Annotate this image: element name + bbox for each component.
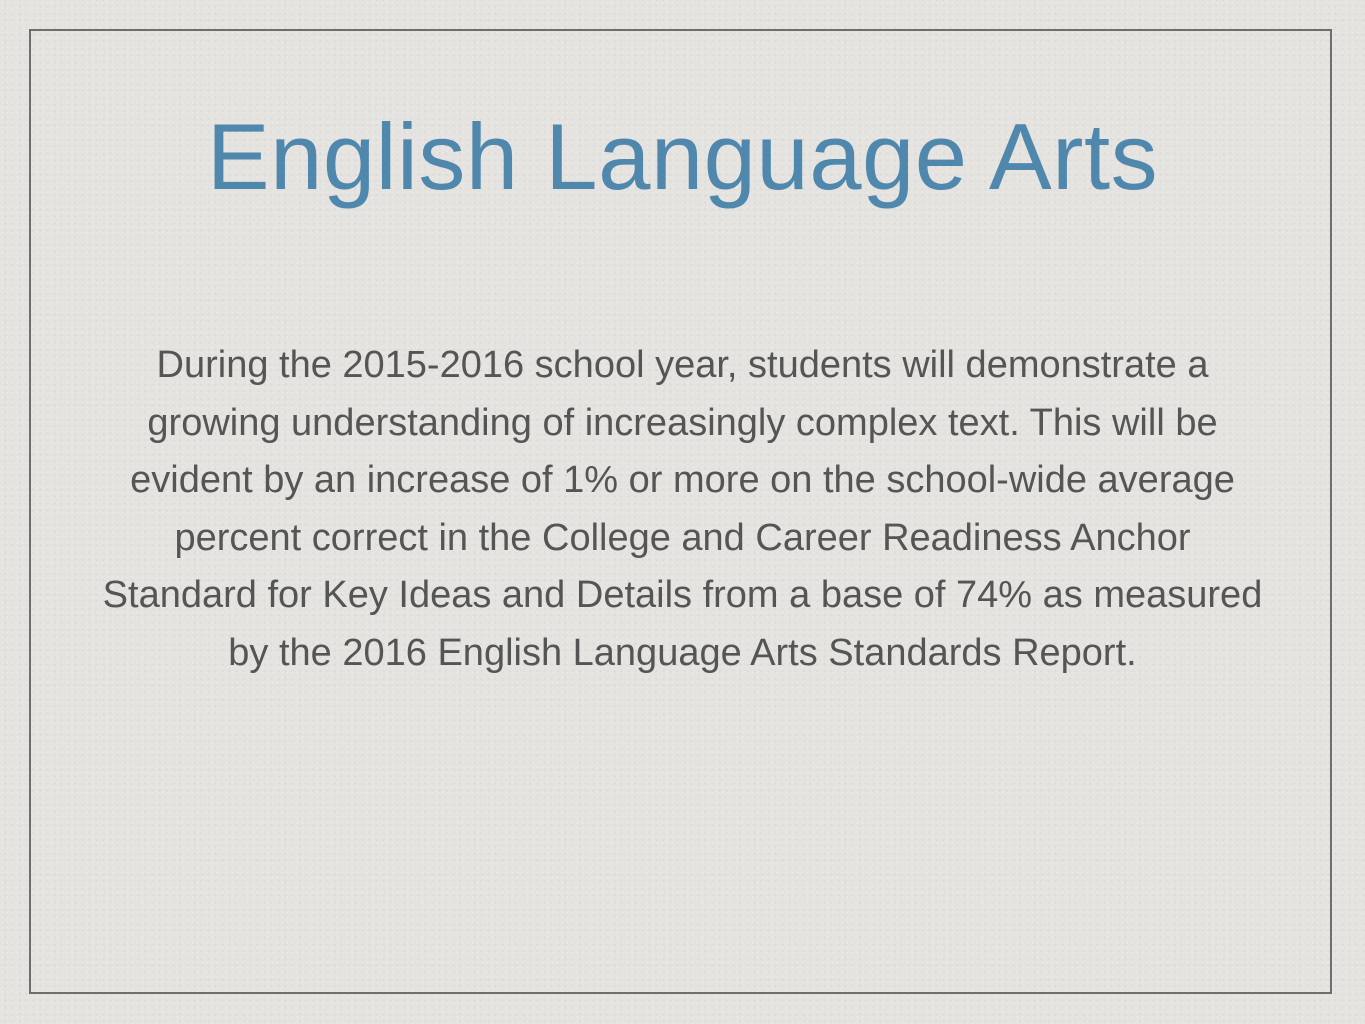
slide-title: English Language Arts xyxy=(206,104,1159,209)
slide-body-text: During the 2015-2016 school year, students will demonstrate a growing understanding of increasingly complex text. This will be evident by an increase of 1% or more on the school-wide average percent correct in the College and Career Readiness Anchor Standard for Key Ideas and Details from a base of 74% as measured by the 2016 English Language Arts Standards Report. xyxy=(102,344,1263,674)
